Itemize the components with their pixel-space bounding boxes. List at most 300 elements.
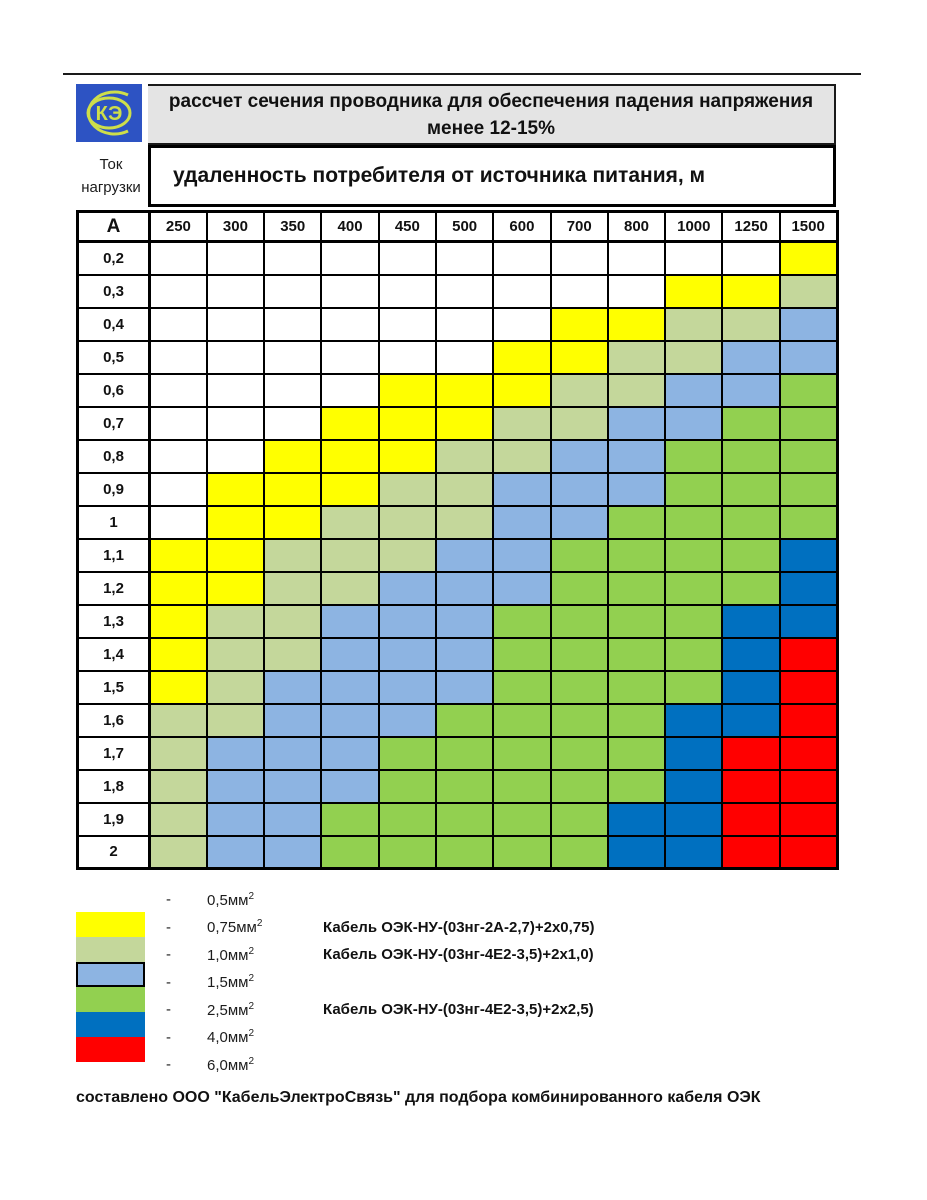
distance-header: 250 [150, 212, 207, 242]
grid-cell [436, 836, 493, 869]
grid-cell [150, 836, 207, 869]
legend-swatch [76, 912, 145, 937]
grid-cell [780, 671, 837, 704]
grid-cell [722, 638, 779, 671]
distance-header: 700 [551, 212, 608, 242]
grid-cell [493, 242, 550, 275]
distance-header: 800 [608, 212, 665, 242]
grid-cell [665, 572, 722, 605]
table-row [78, 836, 838, 869]
svg-text:КЭ: КЭ [95, 103, 123, 125]
grid-cell [780, 440, 837, 473]
grid-cell [665, 374, 722, 407]
grid-cell [722, 308, 779, 341]
grid-cell [436, 275, 493, 308]
grid-cell [722, 275, 779, 308]
grid-cell [436, 242, 493, 275]
grid-cell [551, 638, 608, 671]
grid-cell [321, 737, 378, 770]
grid-cell [436, 473, 493, 506]
grid-cell [780, 242, 837, 275]
grid-cell [150, 473, 207, 506]
grid-cell [551, 275, 608, 308]
grid-cell [608, 605, 665, 638]
current-row-label: 0,9 [78, 473, 150, 506]
grid-cell [608, 275, 665, 308]
grid-cell [150, 671, 207, 704]
sheet-title [148, 84, 836, 145]
grid-cell [780, 836, 837, 869]
legend-section-label: $1,5мм^2$ [207, 973, 255, 992]
grid-cell [551, 704, 608, 737]
grid-cell [379, 308, 436, 341]
distance-header: 400 [321, 212, 378, 242]
grid-cell [264, 803, 321, 836]
grid-cell [608, 836, 665, 869]
grid-cell [722, 572, 779, 605]
x-axis-title: удаленность потребителя от источника питания, м [173, 164, 706, 187]
current-row-label: 1,4 [78, 638, 150, 671]
grid-cell [780, 308, 837, 341]
grid-cell [665, 704, 722, 737]
corner-header-amps: А [78, 212, 150, 242]
grid-cell [436, 374, 493, 407]
grid-cell [493, 440, 550, 473]
y-axis-label: Ток нагрузки [81, 156, 141, 196]
table-row [78, 671, 838, 704]
grid-cell [722, 836, 779, 869]
grid-cell [551, 473, 608, 506]
grid-cell [436, 308, 493, 341]
grid-cell [150, 803, 207, 836]
grid-cell [551, 308, 608, 341]
sheet-title-line2: менее 12-15% [427, 117, 555, 139]
distance-header: 350 [264, 212, 321, 242]
grid-cell [722, 605, 779, 638]
current-row-label: 0,6 [78, 374, 150, 407]
grid-cell [780, 473, 837, 506]
grid-cell [493, 506, 550, 539]
cable-designation: Кабель ОЭК-НУ-(03нг-4Е2-3,5)+2х1,0) [323, 946, 594, 964]
table-row [78, 704, 838, 737]
grid-cell [551, 539, 608, 572]
grid-cell [207, 539, 264, 572]
grid-cell [493, 407, 550, 440]
grid-cell [379, 242, 436, 275]
grid-cell [436, 803, 493, 836]
grid-cell [608, 803, 665, 836]
legend-dash: - [166, 891, 171, 909]
grid-cell [722, 704, 779, 737]
logo-ke-icon [76, 84, 142, 142]
superscript-2: 2 [248, 1028, 255, 1040]
legend-section-label: $6,0мм^2$ [207, 1055, 255, 1074]
grid-cell [665, 506, 722, 539]
grid-cell [780, 737, 837, 770]
legend-dash: - [166, 1028, 171, 1046]
table-header-row [78, 212, 838, 242]
grid-cell [551, 605, 608, 638]
grid-cell [150, 572, 207, 605]
grid-cell [150, 605, 207, 638]
table-row [78, 737, 838, 770]
grid-cell [493, 374, 550, 407]
table-row [78, 341, 838, 374]
superscript-2: 2 [248, 973, 255, 985]
x-axis-title-box [148, 145, 836, 207]
legend-swatch [76, 1037, 145, 1062]
grid-cell [321, 506, 378, 539]
grid-cell [608, 638, 665, 671]
current-row-label: 1,8 [78, 770, 150, 803]
grid-cell [608, 671, 665, 704]
grid-cell [321, 836, 378, 869]
grid-cell [321, 770, 378, 803]
grid-cell [493, 605, 550, 638]
superscript-2: 2 [248, 1055, 255, 1067]
grid-cell [379, 803, 436, 836]
table-row [78, 506, 838, 539]
grid-cell [436, 440, 493, 473]
grid-cell [436, 638, 493, 671]
grid-cell [207, 374, 264, 407]
legend-row [166, 914, 595, 942]
grid-cell [608, 407, 665, 440]
grid-cell [264, 539, 321, 572]
grid-cell [608, 473, 665, 506]
cable-designation: Кабель ОЭК-НУ-(03нг-2А-2,7)+2х0,75) [323, 918, 595, 936]
grid-cell [780, 803, 837, 836]
current-row-label: 1,9 [78, 803, 150, 836]
table-row [78, 374, 838, 407]
grid-cell [722, 770, 779, 803]
grid-cell [150, 341, 207, 374]
current-row-label: 0,2 [78, 242, 150, 275]
legend-dash: - [166, 946, 171, 964]
grid-cell [150, 275, 207, 308]
grid-cell [551, 374, 608, 407]
grid-cell [264, 638, 321, 671]
grid-cell [264, 737, 321, 770]
grid-cell [780, 638, 837, 671]
grid-cell [207, 638, 264, 671]
grid-cell [436, 671, 493, 704]
grid-cell [264, 506, 321, 539]
grid-cell [665, 671, 722, 704]
grid-cell [264, 473, 321, 506]
grid-cell [321, 671, 378, 704]
grid-cell [608, 506, 665, 539]
legend-row [166, 1051, 595, 1079]
grid-cell [379, 836, 436, 869]
grid-cell [379, 473, 436, 506]
grid-cell [264, 572, 321, 605]
grid-cell [264, 374, 321, 407]
table-row [78, 275, 838, 308]
company-logo [76, 84, 142, 142]
grid-cell [436, 539, 493, 572]
grid-cell [207, 308, 264, 341]
table-row [78, 539, 838, 572]
grid-cell [608, 572, 665, 605]
grid-cell [493, 803, 550, 836]
grid-cell [264, 407, 321, 440]
grid-cell [436, 506, 493, 539]
grid-cell [207, 407, 264, 440]
grid-cell [722, 506, 779, 539]
grid-cell [150, 704, 207, 737]
grid-cell [150, 638, 207, 671]
superscript-2: 2 [248, 890, 255, 902]
current-row-label: 0,4 [78, 308, 150, 341]
grid-cell [264, 341, 321, 374]
grid-cell [551, 572, 608, 605]
grid-cell [493, 341, 550, 374]
grid-cell [321, 440, 378, 473]
table-row [78, 308, 838, 341]
grid-cell [780, 605, 837, 638]
grid-cell [207, 737, 264, 770]
legend-row [166, 886, 595, 914]
grid-cell [321, 308, 378, 341]
superscript-2: 2 [248, 945, 255, 957]
grid-cell [207, 770, 264, 803]
grid-cell [150, 539, 207, 572]
current-row-label: 1,7 [78, 737, 150, 770]
grid-cell [493, 671, 550, 704]
legend-row [166, 969, 595, 997]
grid-cell [150, 737, 207, 770]
current-row-label: 1,6 [78, 704, 150, 737]
grid-cell [379, 539, 436, 572]
grid-cell [608, 308, 665, 341]
grid-cell [150, 770, 207, 803]
superscript-2: 2 [256, 918, 263, 930]
grid-cell [665, 770, 722, 803]
grid-cell [264, 704, 321, 737]
grid-cell [780, 704, 837, 737]
cable-designation: Кабель ОЭК-НУ-(03нг-4Е2-3,5)+2х2,5) [323, 1001, 594, 1019]
grid-cell [493, 308, 550, 341]
grid-cell [780, 506, 837, 539]
legend-swatch [76, 937, 145, 962]
table-row [78, 803, 838, 836]
grid-cell [722, 374, 779, 407]
legend [166, 886, 595, 1079]
grid-cell [321, 638, 378, 671]
grid-cell [608, 440, 665, 473]
grid-cell [436, 572, 493, 605]
grid-cell [665, 836, 722, 869]
current-row-label: 1,2 [78, 572, 150, 605]
grid-cell [207, 803, 264, 836]
distance-header: 450 [379, 212, 436, 242]
grid-cell [436, 605, 493, 638]
grid-cell [264, 605, 321, 638]
grid-cell [551, 242, 608, 275]
superscript-2: 2 [248, 1000, 255, 1012]
grid-cell [608, 737, 665, 770]
grid-cell [722, 539, 779, 572]
grid-cell [150, 374, 207, 407]
grid-cell [207, 605, 264, 638]
legend-section-label: $2,5мм^2$ [207, 1000, 255, 1019]
grid-cell [379, 671, 436, 704]
grid-cell [321, 473, 378, 506]
grid-cell [493, 473, 550, 506]
legend-row [166, 996, 595, 1024]
grid-cell [321, 803, 378, 836]
grid-cell [493, 539, 550, 572]
grid-cell [379, 341, 436, 374]
grid-cell [264, 440, 321, 473]
grid-cell [493, 836, 550, 869]
table-row [78, 473, 838, 506]
current-row-label: 1,5 [78, 671, 150, 704]
distance-header: 600 [493, 212, 550, 242]
grid-cell [551, 440, 608, 473]
legend-row [166, 1024, 595, 1052]
grid-cell [379, 638, 436, 671]
grid-cell [665, 407, 722, 440]
grid-cell [150, 506, 207, 539]
grid-cell [379, 704, 436, 737]
grid-cell [551, 407, 608, 440]
grid-cell [436, 737, 493, 770]
grid-cell [207, 341, 264, 374]
grid-cell [150, 407, 207, 440]
grid-cell [321, 407, 378, 440]
legend-dash: - [166, 973, 171, 991]
grid-cell [379, 770, 436, 803]
grid-cell [493, 638, 550, 671]
legend-dash: - [166, 918, 171, 936]
grid-cell [608, 770, 665, 803]
grid-cell [264, 770, 321, 803]
current-row-label: 0,7 [78, 407, 150, 440]
grid-cell [722, 671, 779, 704]
grid-cell [150, 308, 207, 341]
legend-section-label: $0,5мм^2$ [207, 890, 255, 909]
grid-cell [780, 572, 837, 605]
grid-cell [722, 473, 779, 506]
grid-cell [493, 572, 550, 605]
grid-cell [436, 341, 493, 374]
grid-cell [722, 803, 779, 836]
distance-header: 1250 [722, 212, 779, 242]
grid-cell [379, 440, 436, 473]
grid-cell [780, 770, 837, 803]
grid-cell [780, 407, 837, 440]
grid-cell [150, 440, 207, 473]
grid-cell [379, 275, 436, 308]
grid-cell [780, 341, 837, 374]
grid-cell [321, 242, 378, 275]
legend-swatch [76, 1012, 145, 1037]
grid-cell [665, 737, 722, 770]
table-row [78, 242, 838, 275]
section-selection-table [76, 210, 839, 870]
table-row [78, 407, 838, 440]
grid-cell [207, 242, 264, 275]
grid-cell [608, 374, 665, 407]
grid-cell [321, 605, 378, 638]
distance-header: 300 [207, 212, 264, 242]
legend-section-label: $4,0мм^2$ [207, 1028, 255, 1047]
grid-cell [379, 737, 436, 770]
grid-cell [321, 275, 378, 308]
grid-cell [665, 803, 722, 836]
grid-cell [608, 242, 665, 275]
current-row-label: 0,8 [78, 440, 150, 473]
grid-cell [264, 275, 321, 308]
grid-cell [665, 473, 722, 506]
table-row [78, 605, 838, 638]
grid-cell [665, 440, 722, 473]
grid-cell [207, 836, 264, 869]
grid-cell [321, 539, 378, 572]
grid-cell [493, 275, 550, 308]
grid-cell [207, 671, 264, 704]
grid-cell [207, 506, 264, 539]
top-rule-line [63, 73, 861, 75]
grid-cell [722, 737, 779, 770]
grid-cell [665, 341, 722, 374]
grid-cell [722, 242, 779, 275]
grid-cell [207, 440, 264, 473]
legend-swatch [76, 987, 145, 1012]
grid-cell [321, 572, 378, 605]
sheet-title-line1: рассчет сечения проводника для обеспечения падения напряжения [168, 90, 814, 112]
table-row [78, 572, 838, 605]
table-row [78, 440, 838, 473]
current-row-label: 1,1 [78, 539, 150, 572]
grid-cell [780, 539, 837, 572]
grid-cell [321, 341, 378, 374]
grid-cell [551, 803, 608, 836]
grid-cell [665, 308, 722, 341]
legend-dash: - [166, 1001, 171, 1019]
current-row-label: 0,3 [78, 275, 150, 308]
grid-cell [264, 308, 321, 341]
legend-swatch-stack [76, 912, 145, 1062]
grid-cell [379, 407, 436, 440]
grid-cell [493, 737, 550, 770]
grid-cell [551, 770, 608, 803]
grid-cell [780, 275, 837, 308]
grid-cell [379, 374, 436, 407]
grid-cell [722, 407, 779, 440]
grid-cell [551, 506, 608, 539]
current-row-label: 2 [78, 836, 150, 869]
current-row-label: 1 [78, 506, 150, 539]
grid-cell [150, 242, 207, 275]
distance-header: 1000 [665, 212, 722, 242]
grid-cell [608, 341, 665, 374]
grid-cell [207, 275, 264, 308]
footer-note: составлено ООО "КабельЭлектроСвязь" для подбора комбинированного кабеля ОЭК [76, 1089, 761, 1106]
grid-cell [207, 473, 264, 506]
distance-header: 500 [436, 212, 493, 242]
grid-cell [264, 671, 321, 704]
grid-cell [665, 605, 722, 638]
grid-cell [436, 407, 493, 440]
grid-cell [665, 638, 722, 671]
grid-cell [379, 605, 436, 638]
legend-section-label: $1,0мм^2$ [207, 945, 255, 964]
grid-cell [264, 836, 321, 869]
grid-cell [207, 572, 264, 605]
